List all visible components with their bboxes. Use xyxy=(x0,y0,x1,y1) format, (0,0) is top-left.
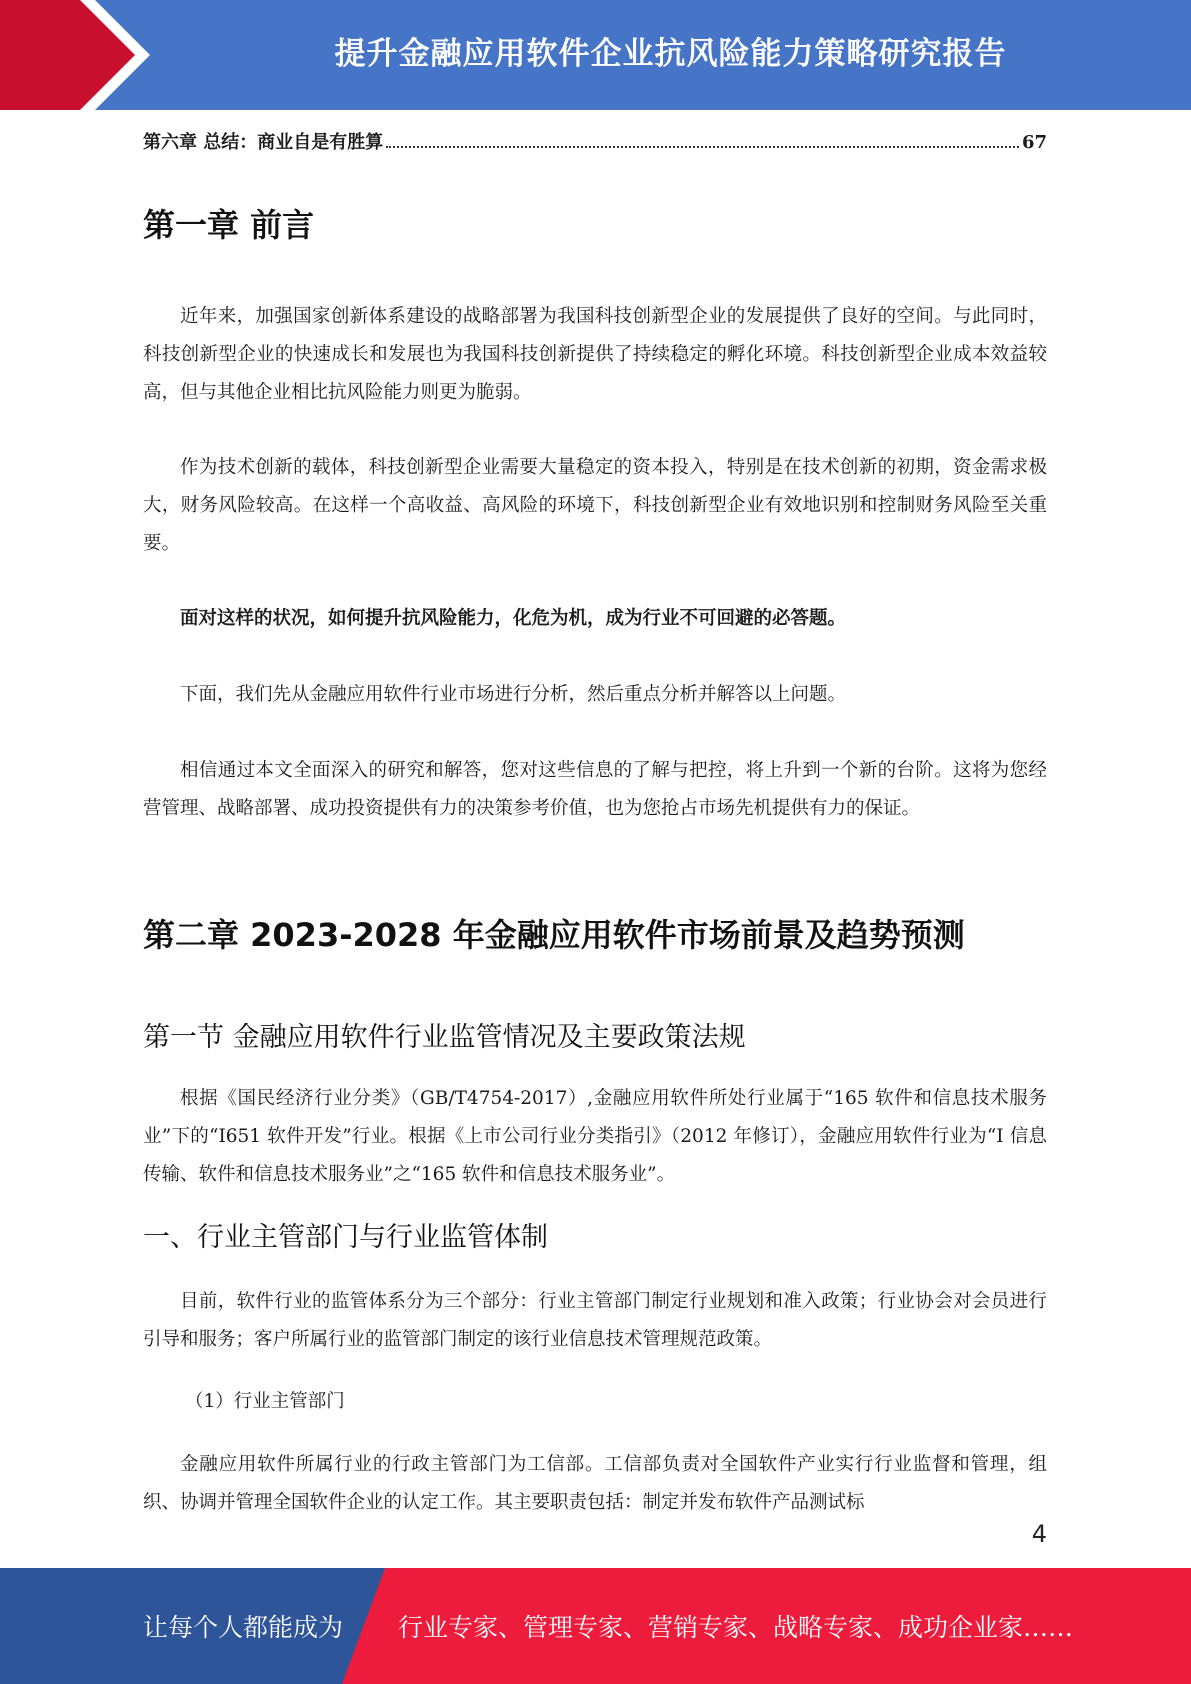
toc-entry-label: 第六章 总结：商业自是有胜算 xyxy=(143,132,384,153)
toc-leader-dots xyxy=(386,146,1019,148)
footer-slogan-left: 让每个人都能成为 xyxy=(143,1613,344,1642)
chapter-1-paragraph-3: 面对这样的状况，如何提升抗风险能力，化危为机，成为行业不可回避的必答题。 xyxy=(180,608,847,629)
chapter-1-paragraph-1: 近年来，加强国家创新体系建设的战略部署为我国科技创新型企业的发展提供了良好的空间。与此同时，科技创新型企业的快速成长和发展也为我国科技创新提供了持续稳定的孵化环境。科技创新型企业成本效益较高，但与其他企业相比抗风险能力则更为脆弱。 xyxy=(143,306,1047,403)
page-footer xyxy=(0,1568,1191,1684)
toc-entry[interactable] xyxy=(143,128,1047,158)
section-1-paragraph: 根据《国民经济行业分类》（GB/T4754-2017）,金融应用软件所处行业属于“165 软件和信息技术服务业”下的“I651 软件开发”行业。根据《上市公司行业分类指引》（2012 年修订），金融应用软件行业为“I 信息传输、软件和信息技术服务业”之“165 软件和信息技术服务业”。 xyxy=(143,1088,1047,1185)
subsection-1-item-label: （1）行业主管部门 xyxy=(185,1391,345,1412)
chapter-2-heading: 第二章 2023-2028 年金融应用软件市场前景及趋势预测 xyxy=(143,916,965,954)
chapter-1-paragraph-2: 作为技术创新的载体，科技创新型企业需要大量稳定的资本投入，特别是在技术创新的初期，资金需求极大，财务风险较高。在这样一个高收益、高风险的环境下，科技创新型企业有效地识别和控制财务风险至关重要。 xyxy=(143,457,1047,554)
chapter-1-paragraph-5: 相信通过本文全面深入的研究和解答，您对这些信息的了解与把控，将上升到一个新的台阶。这将为您经营管理、战略部署、成功投资提供有力的决策参考价值，也为您抢占市场先机提供有力的保证。 xyxy=(143,760,1047,819)
report-title: 提升金融应用软件企业抗风险能力策略研究报告 xyxy=(334,35,1007,72)
subsection-1-paragraph-1: 目前，软件行业的监管体系分为三个部分：行业主管部门制定行业规划和准入政策；行业协会对会员进行引导和服务；客户所属行业的监管部门制定的该行业信息技术管理规范政策。 xyxy=(143,1291,1047,1350)
chapter-1-heading: 第一章 前言 xyxy=(143,206,315,244)
page-header xyxy=(0,0,1191,110)
section-1-heading: 第一节 金融应用软件行业监管情况及主要政策法规 xyxy=(143,1022,746,1053)
page-number: 4 xyxy=(1031,1520,1047,1548)
toc-entry-page: 67 xyxy=(1021,132,1047,153)
footer-slogan-right: 行业专家、管理专家、营销专家、战略专家、成功企业家…… xyxy=(398,1613,1074,1642)
subsection-1-paragraph-2: 金融应用软件所属行业的行政主管部门为工信部。工信部负责对全国软件产业实行行业监督和管理，组织、协调并管理全国软件企业的认定工作。其主要职责包括：制定并发布软件产品测试标 xyxy=(143,1454,1047,1513)
chapter-1-paragraph-4: 下面，我们先从金融应用软件行业市场进行分析，然后重点分析并解答以上问题。 xyxy=(180,684,847,705)
subsection-1-heading: 一、行业主管部门与行业监管体制 xyxy=(143,1222,548,1253)
